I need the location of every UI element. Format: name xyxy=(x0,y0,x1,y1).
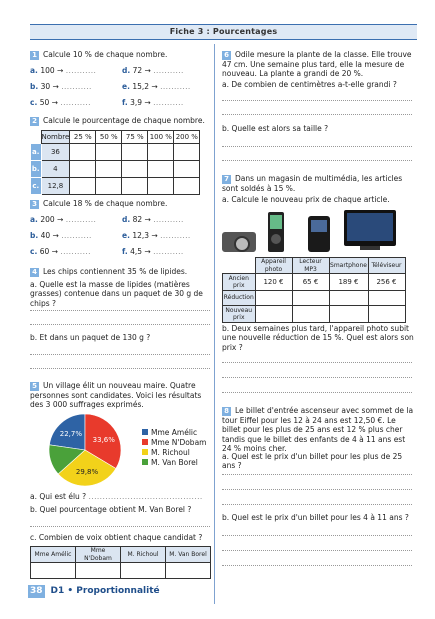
answer-blank[interactable]: ........... xyxy=(153,215,184,224)
exercise-6-title: 6 Odile mesure la plante de la classe. Elle trouve 47 cm. Une semaine plus tard, elle la mesure de nouveau. La plante a grandi de 20 %. xyxy=(222,50,412,79)
camera-icon xyxy=(222,232,256,252)
table-row: Nouveau prix xyxy=(223,306,406,323)
exercise-5-table: Mme Amélic Mme N'Dobam M. Richoul M. Van Borel xyxy=(30,546,211,579)
answer-line[interactable] xyxy=(222,489,412,490)
exercise-8-title: 8 Le billet d'entrée ascenseur avec sommet de la tour Eiffel pour les 12 à 24 ans est 12,50 €. Le billet pour les plus de 25 ans est 12 % plus cher tandis que le billet des enfants de 4 à 11 ans est 24 % moins cher. xyxy=(222,406,414,454)
legend-swatch xyxy=(142,459,148,465)
exercise-7-table: Appareil photo Lecteur MP3 Smartphone Téléviseur Ancien prix 120 € 65 € 189 € 256 € Réduction Nouveau prix xyxy=(222,257,406,323)
answer-blank[interactable]: ........... xyxy=(60,98,91,107)
answer-line[interactable] xyxy=(30,368,210,369)
answer-line[interactable] xyxy=(222,100,412,101)
exercise-item: f. 4,5 → ........... xyxy=(122,247,184,256)
answer-blank[interactable]: ........... xyxy=(65,66,97,75)
answer-line[interactable] xyxy=(30,526,210,527)
answer-blank[interactable]: ........... xyxy=(60,247,91,256)
table-row: Réduction xyxy=(223,291,406,306)
table-row: b. 4 xyxy=(31,161,200,178)
legend-label: Mme N'Dobam xyxy=(151,438,207,447)
exercise-item: d. 72 → ........... xyxy=(122,66,184,75)
answer-line[interactable] xyxy=(222,114,412,115)
legend-label: M. Richoul xyxy=(151,448,190,457)
exercise-1-title: 1 Calcule 10 % de chaque nombre. xyxy=(30,50,210,60)
exercise-item: a. 200 → ........... xyxy=(30,215,97,224)
exercise-5-question-b: b. Quel pourcentage obtient M. Van Borel ? xyxy=(30,505,192,514)
exercise-3-title: 3 Calcule 18 % de chaque nombre. xyxy=(30,199,210,209)
answer-blank[interactable]: ........... xyxy=(153,66,184,75)
column-divider xyxy=(214,44,215,604)
answer-blank[interactable]: ........... xyxy=(160,231,191,240)
exercise-4-title: 4 Les chips contiennent 35 % de lipides. xyxy=(30,267,210,277)
legend-entry xyxy=(142,428,197,437)
answer-line[interactable] xyxy=(222,550,412,551)
exercise-5-question-a: a. Qui est élu ? ......................................... xyxy=(30,492,203,501)
page-footer xyxy=(28,585,160,598)
table-row: a. 36 xyxy=(31,144,200,161)
exercise-item: e. 15,2 → ........... xyxy=(122,82,191,91)
exercise-item: b. 30 → ........... xyxy=(30,82,92,91)
exercise-7-question-b: b. Deux semaines plus tard, l'appareil photo subit une nouvelle réduction de 15 %. Quel est alors son prix ? xyxy=(222,324,414,352)
answer-line[interactable] xyxy=(222,392,412,393)
answer-blank[interactable]: ........... xyxy=(65,215,97,224)
answer-line[interactable] xyxy=(30,354,210,355)
exercise-8-question-a: a. Quel est le prix d'un billet pour les plus de 25 ans ? xyxy=(222,452,403,471)
exercise-4-question-a: a. Quelle est la masse de lipides (matières grasses) contenue dans un paquet de 30 g de chips ? xyxy=(30,280,203,308)
answer-blank[interactable]: ........... xyxy=(153,247,184,256)
legend-swatch xyxy=(142,449,148,455)
legend-entry xyxy=(142,458,198,467)
exercise-item: f. 3,9 → ........... xyxy=(122,98,184,107)
exercise-item: b. 40 → ........... xyxy=(30,231,92,240)
answer-blank[interactable]: ........... xyxy=(160,82,191,91)
table-row: Ancien prix 120 € 65 € 189 € 256 € xyxy=(223,274,406,291)
page-header xyxy=(30,24,417,40)
exercise-item: e. 12,3 → ........... xyxy=(122,231,191,240)
answer-line[interactable] xyxy=(222,160,412,161)
exercise-6-question-b: b. Quelle est alors sa taille ? xyxy=(222,124,329,133)
legend-swatch xyxy=(142,429,148,435)
exercise-2-title: 2 Calcule le pourcentage de chaque nombre. xyxy=(30,116,210,126)
answer-line[interactable] xyxy=(222,146,412,147)
answer-line[interactable] xyxy=(222,377,412,378)
answer-line[interactable] xyxy=(222,504,412,505)
answer-line[interactable] xyxy=(30,310,210,311)
chapter-title: D1 • Proportionnalité xyxy=(50,586,160,596)
television-icon xyxy=(344,210,396,246)
exercise-item: a. 100 → ........... xyxy=(30,66,97,75)
exercise-2-table: Nombre 25 % 50 % 75 % 100 % 200 % a. 36 b. 4 c. 12,8 xyxy=(30,130,200,195)
exercise-8-question-b: b. Quel est le prix d'un billet pour les 4 à 11 ans ? xyxy=(222,513,409,522)
page-number: 38 xyxy=(28,585,45,598)
exercise-item: d. 82 → ........... xyxy=(122,215,184,224)
answer-blank[interactable]: ........... xyxy=(153,98,184,107)
legend-label: Mme Amélic xyxy=(151,428,198,437)
pie-data-label: 22,7% xyxy=(59,430,82,439)
exercise-item: c. 50 → ........... xyxy=(30,98,91,107)
answer-blank[interactable]: ........... xyxy=(61,231,92,240)
legend-swatch xyxy=(142,439,148,445)
answer-line[interactable] xyxy=(222,474,412,475)
exercise-6-question-a: a. De combien de centimètres a-t-elle grandi ? xyxy=(222,80,397,89)
table-row: c. 12,8 xyxy=(31,178,200,195)
television-stand-icon xyxy=(360,246,380,250)
legend-label: M. Van Borel xyxy=(151,458,198,467)
exercise-item: c. 60 → ........... xyxy=(30,247,91,256)
pie-data-label: 29,8% xyxy=(75,468,99,477)
smartphone-icon xyxy=(308,216,330,252)
answer-line[interactable] xyxy=(222,362,412,363)
exercise-7-title: 7 Dans un magasin de multimédia, les articles sont soldés à 15 %. xyxy=(222,174,403,193)
answer-line[interactable] xyxy=(30,324,210,325)
answer-line[interactable] xyxy=(222,565,412,566)
exercise-5-question-c: c. Combien de voix obtient chaque candidat ? xyxy=(30,533,203,542)
exercise-5-title: 5 Un village élit un nouveau maire. Quatre personnes sont candidates. Voici les résultats des 3 000 suffrages exprimés. xyxy=(30,381,202,410)
answer-line[interactable] xyxy=(222,535,412,536)
results-pie-chart xyxy=(45,410,135,490)
answer-blank[interactable]: ........... xyxy=(61,82,92,91)
exercise-4-question-b: b. Et dans un paquet de 130 g ? xyxy=(30,333,151,342)
exercise-7-question-a: a. Calcule le nouveau prix de chaque article. xyxy=(222,195,390,204)
page-title: Fiche 3 : Pourcentages xyxy=(169,27,278,36)
mp3-player-icon xyxy=(268,212,284,252)
legend-entry xyxy=(142,448,190,457)
pie-data-label: 33,6% xyxy=(92,435,115,444)
legend-entry xyxy=(142,438,206,447)
